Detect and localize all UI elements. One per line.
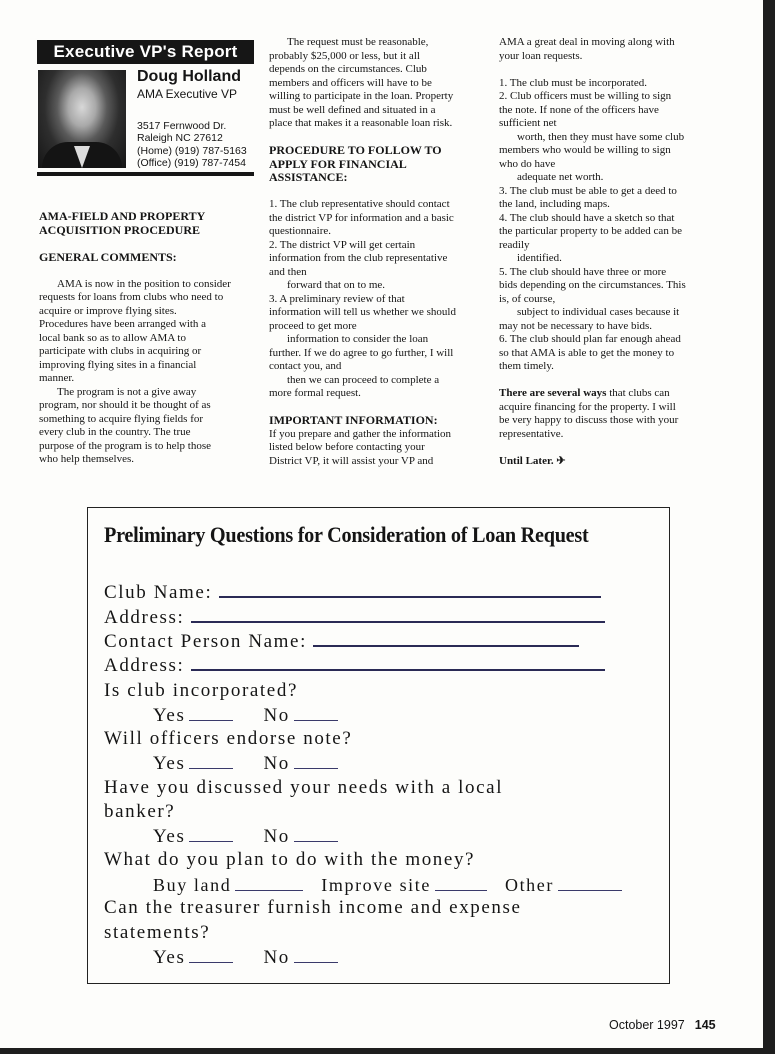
question-banker-cont: banker? (104, 801, 176, 822)
text-line: so that AMA is able to get the money to (499, 346, 675, 359)
text-line: your loan requests. (499, 49, 583, 62)
text-line: and then (269, 265, 307, 278)
address-line: 3517 Fernwood Dr. (137, 120, 227, 132)
text-line: purpose of the program is to help those (39, 439, 211, 452)
no-label: No (263, 753, 290, 774)
issue-date: October 1997 (609, 1018, 685, 1032)
text-line: Procedures have been arranged with a (39, 318, 207, 330)
loan-questionnaire-form (87, 507, 670, 984)
yes-blank[interactable] (189, 754, 233, 769)
bold-lead: There are several ways (499, 387, 607, 399)
text-line: worth, then they must have some club (517, 130, 685, 143)
phone-office: (Office) (919) 787-7454 (137, 156, 246, 169)
improve-site-label: Improve site (321, 875, 431, 895)
section-heading: GENERAL COMMENTS: (39, 249, 177, 264)
section-heading: AMA-FIELD AND PROPERTY (39, 209, 206, 223)
divider (37, 172, 254, 176)
text-line: members who would be willing to sign (499, 144, 671, 156)
text-line: acquire financing for the property. I will (499, 400, 676, 413)
spacer (499, 441, 686, 455)
contact-label: Contact Person Name: (104, 631, 307, 652)
improve-site-blank[interactable] (435, 876, 487, 891)
text-line: The program is not a give away (57, 385, 197, 398)
text-line: participate with clubs in acquiring or (39, 345, 202, 357)
page-footer (609, 1018, 716, 1032)
no-blank[interactable] (294, 754, 338, 769)
text-line: every club in the country. The true (39, 426, 191, 438)
yes-label: Yes (153, 826, 186, 847)
phone-home: (Home) (919) 787-5163 (137, 144, 247, 157)
address-label: Address: (104, 607, 185, 628)
text-line: subject to individual cases because it (517, 306, 680, 318)
text-line: who do have (499, 157, 556, 170)
text-line: 3. A preliminary review of that (269, 292, 405, 305)
text-line: local bank so as to allow AMA to (39, 331, 186, 344)
article-column-2 (269, 36, 456, 468)
text-line: may not be necessary to have bids. (499, 319, 653, 332)
address-field[interactable] (191, 607, 605, 623)
article-column-3 (499, 36, 686, 468)
text-line: 3. The club must be able to get a deed to (499, 184, 677, 197)
spacer (269, 401, 456, 415)
section-heading: PROCEDURE TO FOLLOW TO (269, 143, 442, 157)
buy-land-label: Buy land (153, 875, 232, 895)
author-name: Doug Holland (137, 68, 241, 85)
text-line: Until Later. ✈ (499, 454, 566, 467)
text-line: manner. (39, 372, 75, 384)
text-line: willing to participate in the loan. Property (269, 90, 454, 102)
text-line: 4. The club should have a sketch so that (499, 211, 675, 224)
text-line: the particular property to be added can be (499, 225, 682, 237)
text-line: be very happy to discuss those with your (499, 414, 679, 426)
question-treasurer: Can the treasurer furnish income and expense (104, 897, 522, 918)
author-contact (137, 120, 247, 169)
yes-label: Yes (153, 947, 186, 968)
text-line: program, nor should it be thought of as (39, 399, 211, 411)
address-label: Address: (104, 655, 185, 676)
no-blank[interactable] (294, 827, 338, 842)
text-line: 5. The club should have three or more (499, 265, 667, 278)
spacer (499, 63, 686, 77)
text-line: information will tell us whether we should (269, 306, 456, 318)
text-line: them timely. (499, 360, 554, 372)
author-title: AMA Executive VP (137, 87, 238, 101)
question-treasurer-cont: statements? (104, 922, 211, 943)
text-line: must be well defined and situated in a (269, 103, 436, 116)
text-line: 2. Club officers must be willing to sign (499, 90, 672, 102)
section-heading: ASSISTANCE: (269, 170, 348, 184)
spacer (39, 264, 231, 278)
question-incorporated: Is club incorporated? (104, 680, 298, 701)
text-line: identified. (517, 252, 562, 264)
no-label: No (263, 705, 290, 726)
text-line: the land, including maps. (499, 198, 610, 210)
text-line: AMA is now in the position to consider (57, 277, 231, 290)
yes-blank[interactable] (189, 827, 233, 842)
text-line: AMA a great deal in moving along with (499, 36, 675, 48)
contact-name-field[interactable] (313, 631, 579, 647)
text-line: acquire or improve flying sites. (39, 304, 177, 317)
article-column-1 (39, 210, 231, 467)
yes-blank[interactable] (189, 706, 233, 721)
text-line: place that makes it a reasonable loan risk. (269, 117, 453, 129)
text-line: something to acquire flying fields for (39, 412, 204, 425)
text-line: information to consider the loan (287, 333, 429, 345)
text-line: requests for loans from clubs who need to (39, 291, 224, 303)
other-blank[interactable] (558, 876, 622, 891)
contact-address-field[interactable] (191, 655, 605, 671)
text-line: 2. The district VP will get certain (269, 238, 416, 251)
no-blank[interactable] (294, 706, 338, 721)
spacer (269, 185, 456, 199)
section-banner: Executive VP's Report (37, 40, 254, 64)
yes-label: Yes (153, 705, 186, 726)
text-line: members and officers will have to be (269, 76, 432, 89)
text-line: further. If we do agree to go further, I will (269, 346, 454, 359)
text-line: depends on the circumstances. Club (269, 63, 427, 75)
club-name-label: Club Name: (104, 582, 213, 603)
text-line: adequate net worth. (517, 171, 604, 183)
text-line: District VP, it will assist your VP and (269, 454, 434, 467)
section-heading: APPLY FOR FINANCIAL (269, 156, 407, 171)
text-line: There are several ways that clubs can (499, 387, 670, 399)
text-line: sufficient net (499, 117, 557, 129)
text-line: information from the club representative (269, 252, 448, 264)
page-number: 145 (694, 1018, 716, 1032)
text-line: improving flying sites in a financial (39, 358, 197, 371)
text-line: the note. If none of the officers have (499, 103, 659, 116)
text-line: proceed to get more (269, 319, 357, 332)
yes-label: Yes (153, 753, 186, 774)
text-line: who help themselves. (39, 453, 135, 465)
text-line: representative. (499, 427, 564, 440)
text-line: listed below before contacting your (269, 441, 425, 453)
text-line: forward that on to me. (287, 279, 386, 291)
question-money-use: What do you plan to do with the money? (104, 849, 476, 870)
text-line: the district VP for information and a basic (269, 211, 454, 224)
yes-blank[interactable] (189, 948, 233, 963)
spacer (499, 374, 686, 388)
text-line: 6. The club should plan far enough ahead (499, 333, 681, 345)
text-line: is, of course, (499, 292, 556, 305)
no-label: No (263, 947, 290, 968)
text-line: then we can proceed to complete a (287, 373, 440, 386)
text-line: The request must be reasonable, (287, 36, 429, 48)
question-endorse: Will officers endorse note? (104, 728, 353, 749)
text-line: contact you, and (269, 360, 342, 372)
text-line: 1. The club must be incorporated. (499, 76, 647, 89)
spacer (269, 131, 456, 145)
text-line: probably $25,000 or less, but it all (269, 49, 420, 62)
text-line: If you prepare and gather the information (269, 427, 452, 440)
form-title: Preliminary Questions for Consideration of Loan Request (104, 522, 589, 547)
no-blank[interactable] (294, 948, 338, 963)
text-line: more formal request. (269, 387, 361, 399)
text-line: 1. The club representative should contact (269, 198, 450, 210)
spacer (39, 237, 231, 251)
section-heading: ACQUISITION PROCEDURE (39, 222, 201, 237)
buy-land-blank[interactable] (235, 876, 303, 891)
text-line: questionnaire. (269, 225, 332, 237)
club-name-field[interactable] (219, 582, 601, 598)
address-line: Raleigh NC 27612 (137, 132, 223, 145)
text-line: bids depending on the circumstances. This (499, 279, 686, 291)
text-line: readily (499, 238, 530, 251)
question-banker: Have you discussed your needs with a local (104, 777, 504, 798)
other-label: Other (504, 875, 554, 895)
author-photo (38, 70, 126, 168)
no-label: No (263, 826, 290, 847)
section-heading: IMPORTANT INFORMATION: (269, 413, 438, 427)
